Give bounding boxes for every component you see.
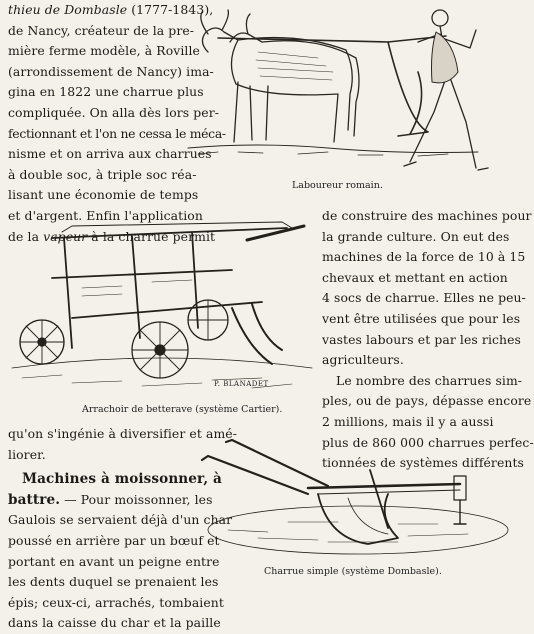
text-line: gina en 1822 une charrue plus bbox=[8, 84, 204, 100]
text-line: épis; ceux-ci, arrachés, tombaient bbox=[8, 594, 224, 610]
text-line: fectionnant et l'on ne cessa le méca- bbox=[8, 125, 226, 141]
text-line: 4 socs de charrue. Elles ne peu- bbox=[322, 290, 526, 306]
text-line: nisme et on arriva aux charrues bbox=[8, 146, 212, 162]
text-line: portant en avant un peigne entre bbox=[8, 553, 220, 569]
plough-illustration bbox=[198, 438, 525, 564]
text-line: la grande culture. On eut des bbox=[322, 228, 510, 244]
text-line: mière ferme modèle, à Roville bbox=[8, 43, 200, 59]
text-line: liorer. bbox=[8, 446, 46, 462]
figure-signature: P. BLANADET bbox=[214, 380, 269, 388]
oxen-plough-illustration bbox=[178, 2, 493, 180]
text-line: plus de 860 000 charrues perfec- bbox=[322, 434, 534, 450]
bottom-left-column bbox=[8, 424, 238, 634]
text-line: à double soc, à triple soc réa- bbox=[8, 166, 197, 182]
text-line: chevaux et mettant en action bbox=[322, 269, 508, 285]
beet-lifter-illustration bbox=[12, 218, 312, 400]
text-line: ples, ou de pays, dépasse encore bbox=[322, 393, 532, 409]
figure-caption: Arrachoir de betterave (système Cartier). bbox=[82, 404, 283, 415]
figure-caption: Charrue simple (système Dombasle). bbox=[264, 566, 442, 577]
text-line: compliquée. On alla dès lors per- bbox=[8, 104, 220, 120]
figure-caption: Laboureur romain. bbox=[292, 180, 383, 191]
top-left-column bbox=[8, 0, 226, 247]
text-line: battre. — Pour moissonner, les bbox=[8, 491, 213, 508]
text-line: tionnées de systèmes différents bbox=[322, 455, 525, 471]
text-line: Le nombre des charrues sim- bbox=[336, 372, 523, 388]
text-line: Gaulois se servaient déjà d'un char bbox=[8, 512, 233, 528]
text-line: dans la caisse du char et la paille bbox=[8, 615, 221, 631]
text-line: et d'argent. Enfin l'application bbox=[8, 207, 203, 223]
right-column bbox=[322, 206, 534, 474]
text-line: machines de la force de 10 à 15 bbox=[322, 249, 526, 265]
text-line: poussé en arrière par un bœuf et bbox=[8, 532, 220, 548]
text-line: 2 millions, mais il y a aussi bbox=[322, 413, 494, 429]
text-line: vastes labours et par les riches bbox=[322, 331, 522, 347]
text-line: les dents duquel se prenaient les bbox=[8, 574, 219, 590]
text-line: lisant une économie de temps bbox=[8, 187, 199, 203]
text-line: de Nancy, créateur de la pre- bbox=[8, 22, 195, 38]
text-line: (arrondissement de Nancy) ima- bbox=[8, 63, 214, 79]
text-line: thieu de Dombasle (1777-1843), bbox=[8, 2, 214, 17]
section-heading: Machines à moissonner, à bbox=[22, 471, 222, 488]
text-line: de construire des machines pour bbox=[322, 208, 532, 223]
text-line: qu'on s'ingénie à diversifier et amé- bbox=[8, 426, 238, 441]
text-line: de la vapeur à la charrue permit bbox=[8, 228, 216, 244]
text-line: agriculteurs. bbox=[322, 352, 404, 368]
text-line: vent être utilisées que pour les bbox=[322, 310, 521, 326]
